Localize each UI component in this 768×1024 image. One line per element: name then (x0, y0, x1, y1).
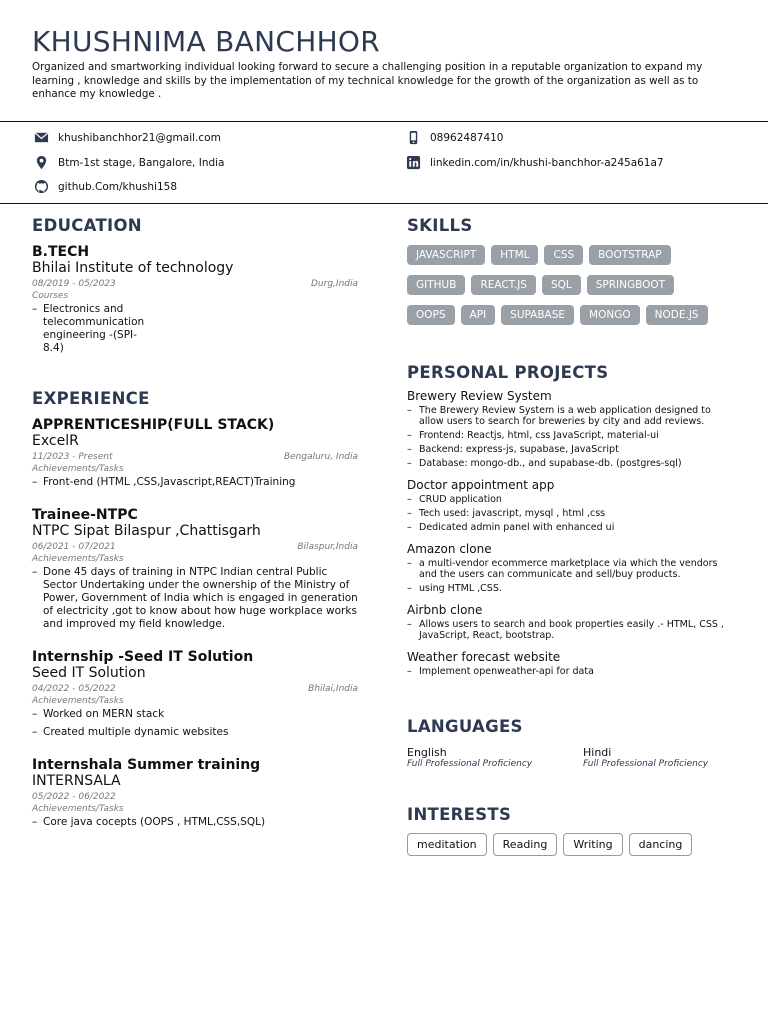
location-text: Btm-1st stage, Bangalore, India (58, 156, 225, 169)
skill-tag: GITHUB (407, 275, 465, 295)
project-title: Brewery Review System (407, 389, 552, 403)
languages-list (407, 746, 737, 769)
degree: B.TECH (32, 244, 90, 260)
summary-text: Organized and smartworking individual looking forward to secure a challenging position in a reputable organization to expand my learning , knowledge and skills by the implementation of my technical knowledge for the growth of the organization as well as to enhance my knowledge . (32, 61, 703, 100)
education-heading: EDUCATION (32, 216, 142, 235)
phone-icon (406, 130, 421, 145)
contact-linkedin[interactable] (406, 155, 664, 170)
project-points (407, 666, 737, 677)
organization: INTERNSALA (32, 773, 121, 789)
language-name: English (407, 746, 447, 759)
organization: ExcelR (32, 433, 79, 449)
skill-tag: OOPS (407, 305, 455, 325)
list-item: – Core java cocepts (OOPS , HTML,CSS,SQL) (32, 816, 358, 829)
contact-phone[interactable] (406, 130, 504, 145)
list-item: – Done 45 days of training in NTPC Indian central Public Sector Undertaking under the ownership of the Ministry of Power, Government of India which is engaged in generation of electricity ,got to know about how huge workplace works and improved my field knowledge. (32, 566, 358, 631)
education-section (32, 216, 358, 355)
projects-heading: PERSONAL PROJECTS (407, 363, 609, 382)
left-column (32, 216, 358, 829)
experience-meta (32, 684, 358, 694)
contact-github[interactable] (34, 179, 177, 194)
contact-divider (0, 203, 768, 204)
skill-tag: SQL (542, 275, 581, 295)
resume-header (32, 26, 736, 102)
language-name: Hindi (583, 746, 612, 759)
project-points (407, 405, 737, 469)
tasks-list (32, 566, 358, 631)
list-item: – Electronics and telecommunication engineering -(SPI-8.4) (32, 303, 157, 355)
role-title: Internshala Summer training (32, 757, 261, 773)
project-title: Amazon clone (407, 542, 492, 556)
skill-tag: REACT.JS (471, 275, 536, 295)
languages-section (407, 717, 737, 769)
experience-item (32, 649, 358, 739)
education-dates: 08/2019 - 05/2023 (32, 279, 116, 289)
language-item (583, 746, 708, 769)
organization: Seed IT Solution (32, 665, 146, 681)
experience-meta (32, 452, 358, 462)
skills-section (407, 216, 737, 335)
skill-tag: BOOTSTRAP (589, 245, 670, 265)
top-divider (0, 121, 768, 122)
language-level: Full Professional Proficiency (583, 759, 709, 769)
skill-tag: NODE.JS (646, 305, 708, 325)
list-item: – using HTML ,CSS. (407, 583, 737, 594)
tasks-list (32, 476, 358, 489)
education-place: Durg,India (311, 279, 358, 289)
role-title: APPRENTICESHIP(FULL STACK) (32, 417, 275, 433)
list-item: – Frontend: Reactjs, html, css JavaScript, material-ui (407, 430, 737, 441)
project-title: Weather forecast website (407, 650, 561, 664)
language-item (407, 746, 583, 769)
list-item: – Backend: express-js, supabase, JavaScript (407, 444, 737, 455)
courses-label: Courses (32, 291, 69, 301)
skills-tags (407, 245, 737, 335)
list-item: – Database: mongo-db., and supabase-db. (postgres-sql) (407, 458, 737, 469)
projects-section (407, 363, 737, 677)
skill-tag: SUPABASE (501, 305, 574, 325)
skills-row (407, 245, 737, 275)
linkedin-text: linkedin.com/in/khushi-banchhor-a245a61a7 (430, 156, 664, 169)
linkedin-icon (406, 155, 421, 170)
school-name: Bhilai Institute of technology (32, 260, 234, 276)
skill-tag: JAVASCRIPT (407, 245, 485, 265)
phone-text: 08962487410 (430, 131, 504, 144)
tasks-label: Achievements/Tasks (32, 554, 124, 564)
contact-location (34, 155, 225, 170)
experience-place: Bhilai,India (308, 684, 358, 694)
email-text: khushibanchhor21@gmail.com (58, 131, 221, 144)
experience-meta (32, 792, 358, 802)
experience-dates: 04/2022 - 05/2022 (32, 684, 116, 694)
education-meta (32, 279, 358, 289)
skills-heading: SKILLS (407, 216, 473, 235)
list-item: – Tech used: javascript, mysql , html ,css (407, 508, 737, 519)
list-item: – Worked on MERN stack (32, 708, 358, 721)
list-item: – Dedicated admin panel with enhanced ui (407, 522, 737, 533)
skills-row (407, 275, 737, 305)
skill-tag: API (461, 305, 496, 325)
interest-tag: Reading (493, 833, 558, 856)
interests-section (407, 805, 737, 856)
tasks-label: Achievements/Tasks (32, 464, 124, 474)
project-title: Airbnb clone (407, 603, 483, 617)
interest-tag: Writing (563, 833, 622, 856)
experience-dates: 06/2021 - 07/2021 (32, 542, 116, 552)
language-level: Full Professional Proficiency (407, 759, 533, 769)
experience-place: Bilaspur,India (297, 542, 358, 552)
list-item: – Front-end (HTML ,CSS,Javascript,REACT)Training (32, 476, 358, 489)
project-points (407, 494, 737, 533)
location-pin-icon (34, 155, 49, 170)
interest-tag: dancing (629, 833, 693, 856)
skill-tag: CSS (544, 245, 583, 265)
languages-heading: LANGUAGES (407, 717, 523, 736)
project-points (407, 619, 737, 641)
experience-meta (32, 542, 358, 552)
experience-item (32, 417, 358, 489)
list-item: – Allows users to search and book properties easily .- HTML, CSS , JavaScript, React, bootstrap. (407, 619, 737, 641)
experience-place: Bengaluru, India (283, 452, 358, 462)
github-icon (34, 179, 49, 194)
list-item: – CRUD application (407, 494, 737, 505)
role-title: Trainee-NTPC (32, 507, 138, 523)
interests-heading: INTERESTS (407, 805, 512, 824)
role-title: Internship -Seed IT Solution (32, 649, 254, 665)
skill-tag: MONGO (580, 305, 640, 325)
interest-tag: meditation (407, 833, 487, 856)
project-title: Doctor appointment app (407, 478, 555, 492)
experience-section (32, 389, 358, 829)
tasks-list (32, 816, 358, 829)
github-text: github.Com/khushi158 (58, 180, 178, 193)
experience-dates: 05/2022 - 06/2022 (32, 792, 116, 802)
experience-item (32, 757, 358, 829)
skills-row (407, 305, 737, 335)
tasks-list (32, 708, 358, 739)
experience-item (32, 507, 358, 631)
organization: NTPC Sipat Bilaspur ,Chattisgarh (32, 523, 261, 539)
list-item: – Created multiple dynamic websites (32, 726, 358, 739)
candidate-name: KHUSHNIMA BANCHHOR (32, 25, 381, 58)
list-item: – Implement openweather-api for data (407, 666, 737, 677)
contact-email[interactable] (34, 130, 221, 145)
tasks-label: Achievements/Tasks (32, 696, 124, 706)
project-points (407, 558, 737, 594)
skill-tag: HTML (491, 245, 538, 265)
right-column (407, 216, 737, 856)
experience-dates: 11/2023 - Present (32, 452, 113, 462)
courses-list (32, 303, 157, 355)
skill-tag: SPRINGBOOT (587, 275, 674, 295)
experience-heading: EXPERIENCE (32, 389, 150, 408)
tasks-label: Achievements/Tasks (32, 804, 124, 814)
mail-icon (34, 130, 49, 145)
interests-list (407, 833, 737, 856)
list-item: – The Brewery Review System is a web application designed to allow users to search for breweries by city and add reviews. (407, 405, 737, 427)
list-item: – a multi-vendor ecommerce marketplace via which the vendors and the users can communicate and sell/buy products. (407, 558, 737, 580)
